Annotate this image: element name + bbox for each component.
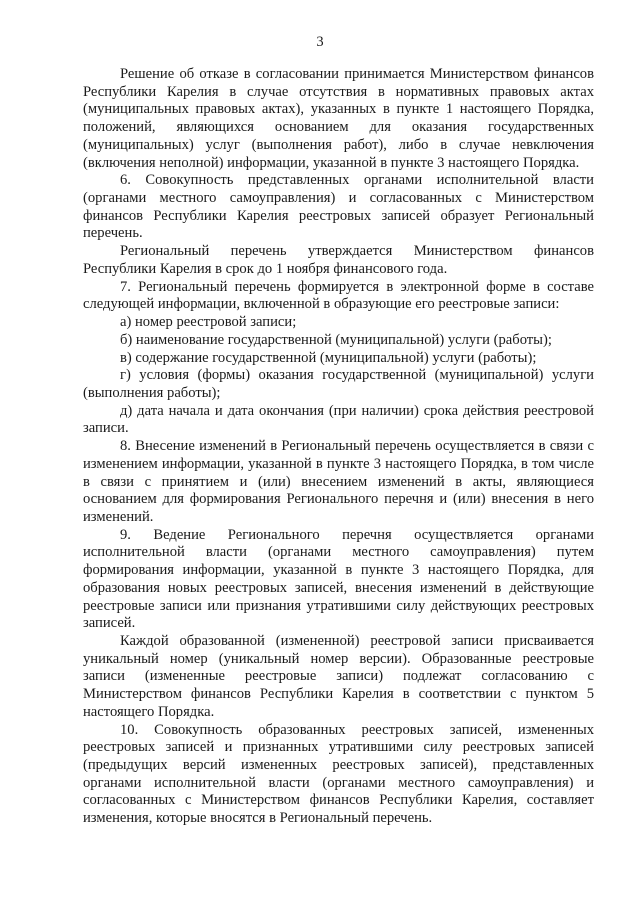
paragraph-item-7: 7. Региональный перечень формируется в электронной форме в составе следующей информации, включенной в образующие его реестровые записи:	[83, 278, 594, 313]
list-item-g: г) условия (формы) оказания государственной (муниципальной) услуги (выполнения работы);	[83, 367, 594, 401]
document-body	[83, 66, 594, 828]
list-item-d: д) дата начала и дата окончания (при наличии) срока действия реестровой записи.	[83, 402, 594, 437]
paragraph-unique-number: Каждой образованной (измененной) реестровой записи присваивается уникальный номер (уникальный номер версии). Образованные реестровые записи (измененные реестровые записи) подлежат согласованию с Министерством финансов Республики Карелия в соответствии с пунктом 5 настоящего Порядка.	[83, 633, 594, 720]
list-item-b: б) наименование государственной (муниципальной) услуги (работы);	[120, 331, 552, 348]
page-number: 3	[316, 34, 324, 50]
paragraph-approval: Региональный перечень утверждается Министерством финансов Республики Карелия в срок до 1 ноября финансового года.	[83, 243, 594, 277]
paragraph-item-8: 8. Внесение изменений в Региональный перечень осуществляется в связи с изменением информации, указанной в пункте 3 настоящего Порядка, в том числе в связи с принятием и (или) внесением изменений в акты, являющиеся основанием для формирования Регионального перечня и (или) внесения в него изменений.	[83, 438, 594, 525]
list-item-a: а) номер реестровой записи;	[120, 314, 297, 331]
paragraph-item-10: 10. Совокупность образованных реестровых записей, измененных реестровых записей и признанных утратившими силу реестровых записей (предыдущих версий измененных реестровых записей), представленных органами исполнительной власти (органами местного самоуправления) и согласованных с Министерством финансов Республики Карелия, составляет изменения, которые вносятся в Региональный перечень.	[83, 721, 594, 827]
paragraph-item-9: 9. Ведение Регионального перечня осуществляется органами исполнительной власти (органами местного самоуправления) путем формирования информации, указанной в пункте 3 настоящего Порядка, для образования новых реестровых записей, внесения изменений в действующие реестровые записи или признания утратившими силу действующих реестровых записей.	[83, 526, 594, 632]
paragraph-refusal-decision: Решение об отказе в согласовании принимается Министерством финансов Республики Карелия в случае отсутствия в нормативных правовых актах (муниципальных правовых актах), указанных в пункте 1 настоящего Порядка, положений, являющихся основанием для оказания государственных (муниципальных) услуг (выполнения работ), либо в случае невключения (включения неполной) информации, указанной в пункте 3 настоящего Порядка.	[83, 66, 594, 171]
paragraph-item-6: 6. Совокупность представленных органами исполнительной власти (органами местного самоуправления) и согласованных с Министерством финансов Республики Карелия реестровых записей образует Региональный перечень.	[83, 172, 594, 242]
list-item-v: в) содержание государственной (муниципальной) услуги (работы);	[120, 349, 537, 366]
